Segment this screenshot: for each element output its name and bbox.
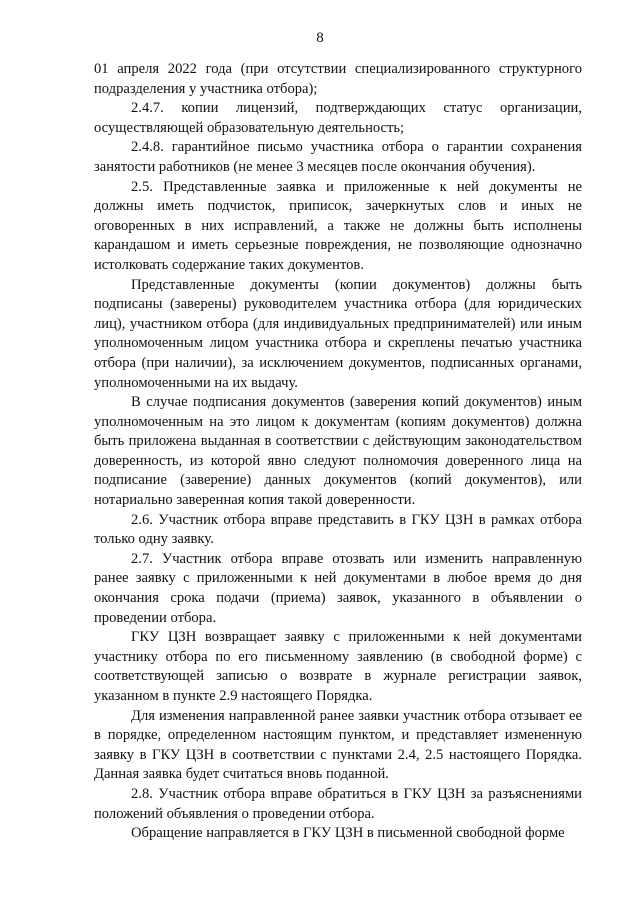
paragraph: ГКУ ЦЗН возвращает заявку с приложенными к ней документами участнику отбора по его письменному заявлению (в свободной форме) с соответствующей записью о возврате в журнале регистрации заявок, указанном в пункте 2.9 настоящего Порядка. <box>94 629 582 704</box>
paragraph: В случае подписания документов (заверения копий документов) иным уполномоченным на это лицом к документам (копиям документов) должна быть приложена выданная в соответствии с действующим законодательством доверенность, из которой явно следуют полномочия доверенного лица на подписание (заверение) данных документов (копий документов), или нотариально заверенная копия такой доверенности. <box>94 394 582 509</box>
paragraph: 01 апреля 2022 года (при отсутствии специализированного структурного подразделения у участника отбора); <box>94 61 582 97</box>
page-number: 8 <box>316 30 324 46</box>
paragraph: Представленные документы (копии документов) должны быть подписаны (заверены) руководителем участника отбора (для юридических лиц), участником отбора (для индивидуальных предпринимателей) или иным уполномоченным лицом участника отбора и скреплены печатью участника отбора (при наличии), за исключением документов, подписанных органами, уполномоченными на их выдачу. <box>94 276 582 391</box>
paragraph: 2.4.7. копии лицензий, подтверждающих статус организации, осуществляющей образовательную деятельность; <box>94 100 582 136</box>
document-body <box>94 60 582 844</box>
paragraph: Для изменения направленной ранее заявки участник отбора отзывает ее в порядке, определенном настоящим пунктом, и представляет измененную заявку в ГКУ ЦЗН в соответствии с пунктами 2.4, 2.5 настоящего Порядка. Данная заявка будет считаться вновь поданной. <box>94 707 582 783</box>
paragraph: 2.5. Представленные заявка и приложенные к ней документы не должны иметь подчисток, приписок, зачеркнутых слов и иных не оговоренных в них исправлений, а также не должны быть исполнены карандашом и иметь серьезные повреждения, не позволяющие однозначно истолковать содержание таких документов. <box>94 178 582 273</box>
paragraph: Обращение направляется в ГКУ ЦЗН в письменной свободной форме <box>131 825 565 842</box>
paragraph: 2.4.8. гарантийное письмо участника отбора о гарантии сохранения занятости работников (не менее 3 месяцев после окончания обучения). <box>94 139 582 175</box>
paragraph: 2.6. Участник отбора вправе представить в ГКУ ЦЗН в рамках отбора только одну заявку. <box>94 511 582 548</box>
paragraph: 2.7. Участник отбора вправе отозвать или изменить направленную ранее заявку с приложенными к ней документами в любое время до дня окончания срока подачи (приема) заявок, указанного в объявлении о проведении отбора. <box>94 550 582 626</box>
paragraph: 2.8. Участник отбора вправе обратиться в ГКУ ЦЗН за разъяснениями положений объявления о проведении отбора. <box>94 785 582 822</box>
